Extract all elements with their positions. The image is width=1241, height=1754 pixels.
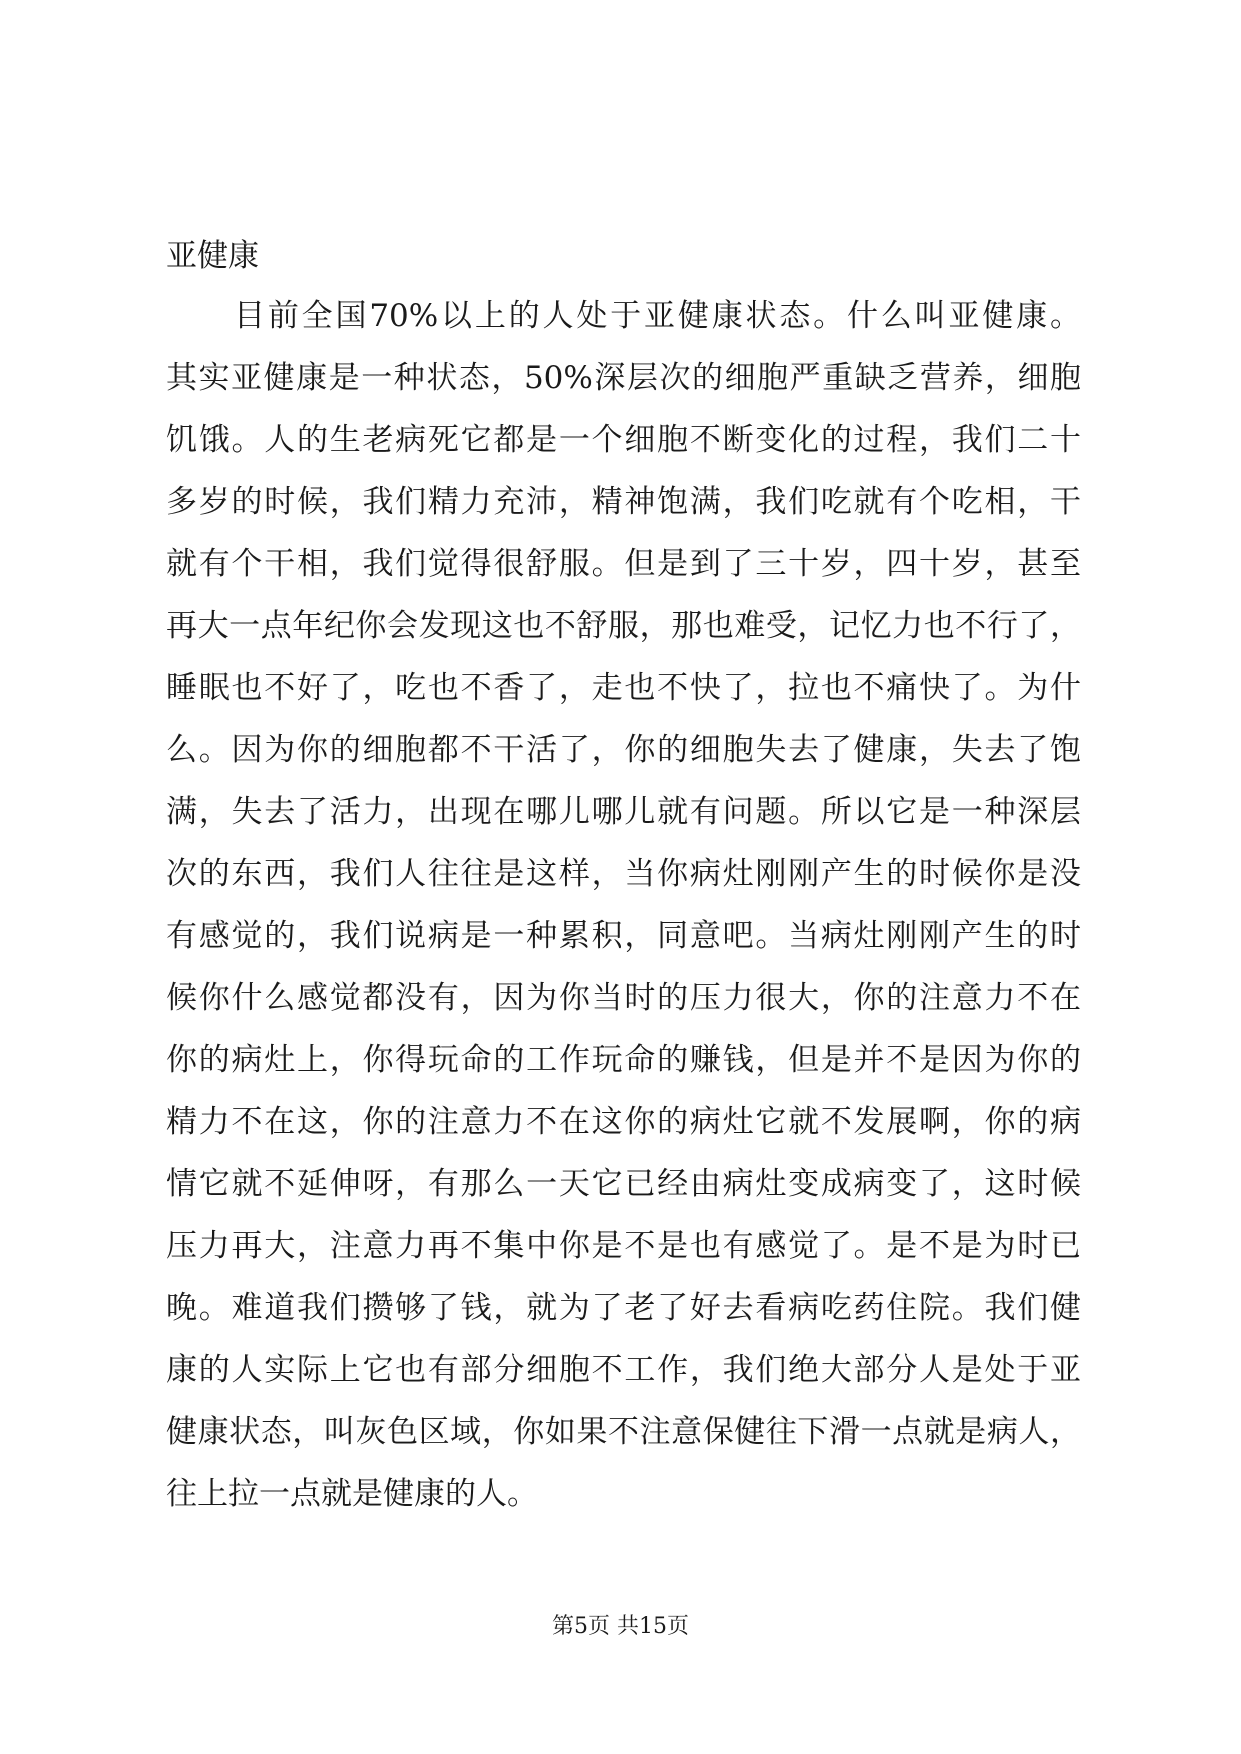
body-line: 其实亚健康是一种状态，50%深层次的细胞严重缺乏营养，细胞 — [166, 360, 1081, 396]
body-line: 健康状态，叫灰色区域，你如果不注意保健往下滑一点就是病人， — [166, 1414, 1081, 1450]
body-line: 往上拉一点就是健康的人。 — [166, 1476, 538, 1512]
body-line: 满，失去了活力，出现在哪儿哪儿就有问题。所以它是一种深层 — [166, 794, 1081, 830]
body-line: 目前全国70%以上的人处于亚健康状态。什么叫亚健康。 — [234, 298, 1081, 334]
body-line: 晚。难道我们攒够了钱，就为了老了好去看病吃药住院。我们健 — [166, 1290, 1081, 1326]
body-line: 有感觉的，我们说病是一种累积，同意吧。当病灶刚刚产生的时 — [166, 918, 1081, 954]
body-line: 睡眠也不好了，吃也不香了，走也不快了，拉也不痛快了。为什 — [166, 670, 1081, 706]
body-line: 么。因为你的细胞都不干活了，你的细胞失去了健康，失去了饱 — [166, 732, 1081, 768]
body-line: 次的东西，我们人往往是这样，当你病灶刚刚产生的时候你是没 — [166, 856, 1081, 892]
body-line: 再大一点年纪你会发现这也不舒服，那也难受，记忆力也不行了， — [166, 608, 1081, 644]
body-line: 精力不在这，你的注意力不在这你的病灶它就不发展啊，你的病 — [166, 1104, 1081, 1140]
body-line: 情它就不延伸呀，有那么一天它已经由病灶变成病变了，这时候 — [166, 1166, 1081, 1202]
body-paragraph — [166, 296, 1081, 1536]
body-line: 你的病灶上，你得玩命的工作玩命的赚钱，但是并不是因为你的 — [166, 1042, 1081, 1078]
body-line: 多岁的时候，我们精力充沛，精神饱满，我们吃就有个吃相，干 — [166, 484, 1081, 520]
page-footer: 第5页 共15页 — [552, 1614, 689, 1639]
document-title: 亚健康 — [166, 238, 259, 274]
body-line: 饥饿。人的生老病死它都是一个细胞不断变化的过程，我们二十 — [166, 422, 1081, 458]
body-line: 压力再大，注意力再不集中你是不是也有感觉了。是不是为时已 — [166, 1228, 1081, 1264]
body-line: 康的人实际上它也有部分细胞不工作，我们绝大部分人是处于亚 — [166, 1352, 1081, 1388]
body-line: 就有个干相，我们觉得很舒服。但是到了三十岁，四十岁，甚至 — [166, 546, 1081, 582]
body-line: 候你什么感觉都没有，因为你当时的压力很大，你的注意力不在 — [166, 980, 1081, 1016]
